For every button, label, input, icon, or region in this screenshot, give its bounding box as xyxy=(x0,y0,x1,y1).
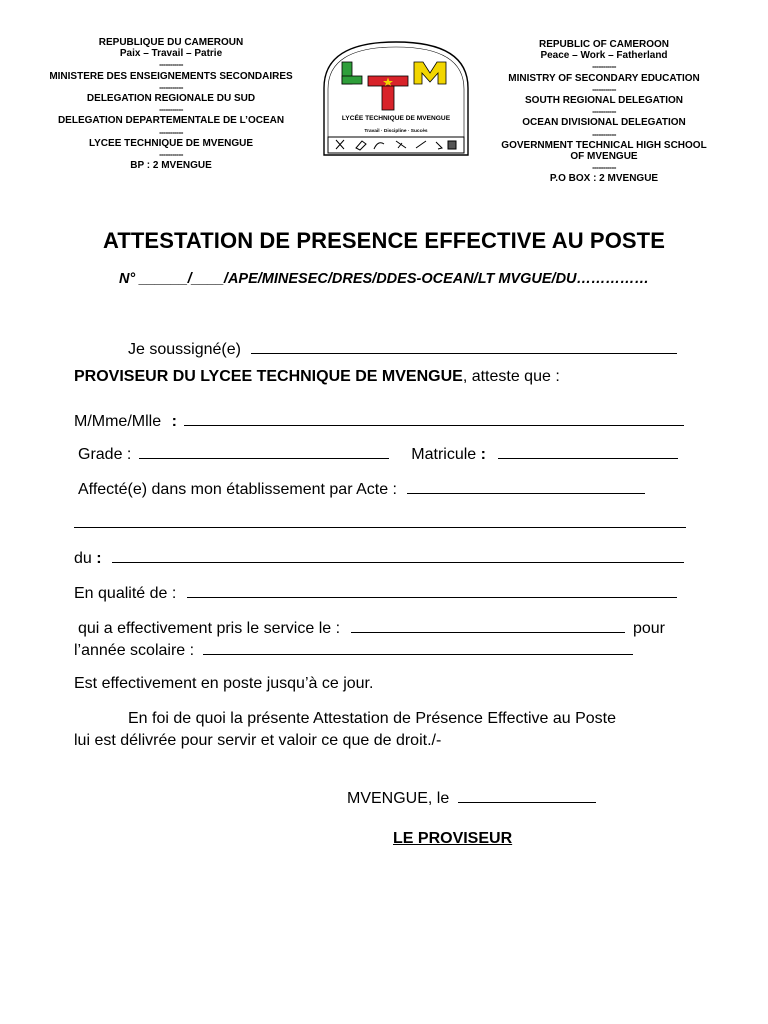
name-line xyxy=(74,410,684,432)
school-year-field[interactable] xyxy=(203,639,633,655)
separator: ----------- xyxy=(592,62,616,72)
principal-attests: , atteste que : xyxy=(462,368,560,385)
grade-line xyxy=(78,443,678,465)
divisional-delegation-en: OCEAN DIVISIONAL DELEGATION xyxy=(522,117,686,129)
reference-number: N° ______/____/APE/MINESEC/DRES/DDES-OCEAN/LT MVGUE/DU…………… xyxy=(118,271,650,287)
pour-label: pour xyxy=(632,620,665,637)
logo-school-name: LYCÉE TECHNIQUE DE MVENGUE xyxy=(341,115,451,122)
du-line xyxy=(74,547,684,569)
principal-line xyxy=(74,367,560,387)
principal-title: PROVISEUR DU LYCEE TECHNIQUE DE MVENGUE xyxy=(74,368,463,385)
postal-box-en: P.O BOX : 2 MVENGUE xyxy=(549,173,659,185)
separator: ----------- xyxy=(159,82,183,92)
school-name-en-line1: GOVERNMENT TECHNICAL HIGH SCHOOL xyxy=(501,139,707,151)
separator: ----------- xyxy=(592,129,616,139)
signatory-title: LE PROVISEUR xyxy=(393,830,513,847)
du-colon: : xyxy=(96,550,102,567)
postal-box-fr: BP : 2 MVENGUE xyxy=(130,160,212,172)
name-field[interactable] xyxy=(184,410,684,426)
capacity-field[interactable] xyxy=(187,582,677,598)
school-logo xyxy=(322,40,470,157)
name-colon: : xyxy=(171,413,177,430)
country-en: REPUBLIC OF CAMEROON xyxy=(539,39,669,50)
separator: ----------- xyxy=(159,127,183,137)
undersigned-label: Je soussigné(e) xyxy=(128,341,241,358)
school-year-line xyxy=(74,639,633,661)
assigned-act-continuation-field[interactable] xyxy=(74,527,686,528)
header-left-block xyxy=(36,37,306,171)
separator: ----------- xyxy=(592,84,616,94)
service-date-field[interactable] xyxy=(351,617,625,633)
service-label: qui a effectivement pris le service le : xyxy=(78,620,341,637)
place-date-label: MVENGUE, le xyxy=(347,790,450,807)
regional-delegation-en: SOUTH REGIONAL DELEGATION xyxy=(525,95,683,107)
separator: ----------- xyxy=(159,105,183,115)
closing-line-2: lui est délivrée pour servir et valoir ce que de droit./- xyxy=(74,732,442,749)
motto-en: Peace – Work – Fatherland xyxy=(540,50,668,62)
country-fr: REPUBLIQUE DU CAMEROUN xyxy=(98,37,244,48)
ministry-fr: MINISTERE DES ENSEIGNEMENTS SECONDAIRES xyxy=(49,70,293,82)
in-post-statement: Est effectivement en poste jusqu’à ce jour. xyxy=(74,675,374,692)
school-name-fr: LYCEE TECHNIQUE DE MVENGUE xyxy=(88,137,254,149)
separator: ----------- xyxy=(159,60,183,70)
place-date-line xyxy=(347,787,596,809)
name-label: M/Mme/Mlle xyxy=(74,413,162,430)
assigned-act-field[interactable] xyxy=(407,478,645,494)
school-name-en-line2: OF MVENGUE xyxy=(570,151,638,163)
du-field[interactable] xyxy=(112,547,684,563)
grade-label: Grade : xyxy=(78,446,132,463)
ministry-en: MINISTRY OF SECONDARY EDUCATION xyxy=(508,72,700,84)
assigned-line xyxy=(78,478,645,500)
document-title: ATTESTATION DE PRESENCE EFFECTIVE AU POSTE xyxy=(103,228,665,253)
capacity-label: En qualité de : xyxy=(74,585,177,602)
undersigned-line xyxy=(128,338,677,360)
capacity-line xyxy=(74,582,677,604)
separator: ----------- xyxy=(159,150,183,160)
motto-fr: Paix – Travail – Patrie xyxy=(119,48,223,60)
matricule-colon: : xyxy=(480,446,486,463)
matricule-field[interactable] xyxy=(498,443,678,459)
grade-field[interactable] xyxy=(139,443,389,459)
header-right-block xyxy=(478,39,730,185)
du-label: du xyxy=(74,550,92,567)
service-line xyxy=(78,617,665,639)
matricule-label: Matricule xyxy=(411,446,477,463)
departmental-delegation-fr: DELEGATION DEPARTEMENTALE DE L’OCEAN xyxy=(57,115,285,127)
regional-delegation-fr: DELEGATION REGIONALE DU SUD xyxy=(86,93,256,105)
separator: ----------- xyxy=(592,107,616,117)
school-year-label: l’année scolaire : xyxy=(74,642,195,659)
assigned-label: Affecté(e) dans mon établissement par Acte : xyxy=(78,481,397,498)
closing-line-1: En foi de quoi la présente Attestation de Présence Effective au Poste xyxy=(128,710,617,727)
separator: ----------- xyxy=(592,163,616,173)
logo-motto: Travail · Discipline · Succès xyxy=(364,129,428,134)
date-field[interactable] xyxy=(458,787,596,803)
undersigned-field[interactable] xyxy=(251,338,677,354)
